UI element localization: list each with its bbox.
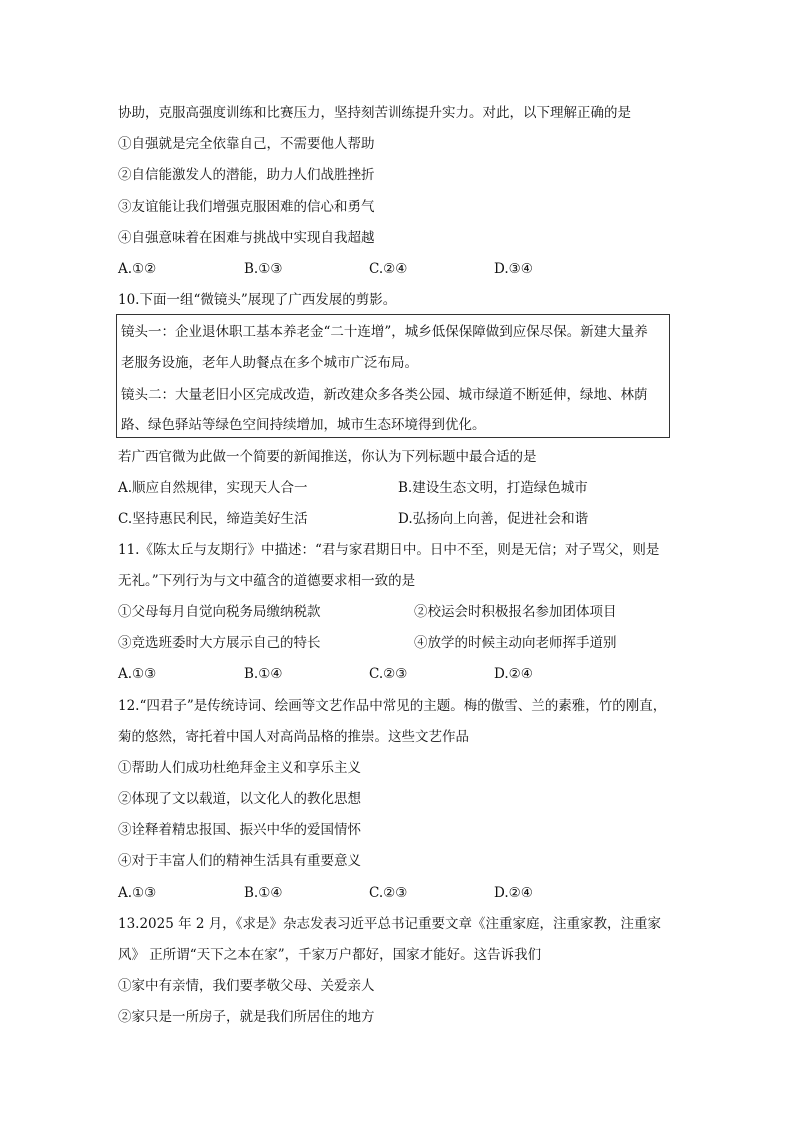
q9-option-b: B.①③ bbox=[244, 261, 283, 277]
q12-option-c: C.②③ bbox=[369, 885, 408, 901]
q11-stem-line-1: 11.《陈太丘与友期行》中描述：“君与家君期日中。日中不至，则是无信；对子骂父，则是 bbox=[118, 542, 660, 558]
q9-option-a: A.①② bbox=[118, 261, 157, 277]
q9-option-d: D.③④ bbox=[494, 261, 533, 277]
q10-box-line-2: 老服务设施，老年人助餐点在多个城市广泛布局。 bbox=[121, 355, 418, 371]
q11-option-d: D.②④ bbox=[494, 666, 533, 682]
q12-option-a: A.①③ bbox=[118, 885, 157, 901]
q9-item-2: ②自信能激发人的潜能，助力人们战胜挫折 bbox=[118, 167, 375, 183]
q10-option-b: B.建设生态文明，打造绿色城市 bbox=[398, 480, 588, 496]
q11-stem-line-2: 无礼。”下列行为与文中蕴含的道德要求相一致的是 bbox=[118, 573, 416, 589]
q11-option-a: A.①③ bbox=[118, 666, 157, 682]
q10-option-d: D.弘扬向上向善，促进社会和谐 bbox=[398, 511, 589, 527]
q11-option-c: C.②③ bbox=[369, 666, 408, 682]
q12-stem-line-1: 12.“四君子”是传统诗词、绘画等文艺作品中常见的主题。梅的傲雪、兰的素雅，竹的刚直， bbox=[118, 698, 667, 714]
q13-item-2: ②家只是一所房子，就是我们所居住的地方 bbox=[118, 1009, 375, 1025]
q11-item-2: ②校运会时积极报名参加团体项目 bbox=[414, 604, 617, 620]
q9-option-c: C.②④ bbox=[369, 261, 408, 277]
q12-item-1: ①帮助人们成功杜绝拜金主义和享乐主义 bbox=[118, 760, 361, 776]
q9-stem-continuation: 协助，克服高强度训练和比赛压力，坚持刻苦训练提升实力。对此，以下理解正确的是 bbox=[118, 105, 631, 121]
q10-box-line-3: 镜头二：大量老旧小区完成改造，新改建众多各类公园、城市绿道不断延伸，绿地、林荫 bbox=[121, 387, 648, 403]
q10-question: 若广西官微为此做一个简要的新闻推送，你认为下列标题中最合适的是 bbox=[118, 449, 537, 465]
q11-option-b: B.①④ bbox=[244, 666, 283, 682]
q9-item-1: ①自强就是完全依靠自己，不需要他人帮助 bbox=[118, 136, 375, 152]
q12-stem-line-2: 菊的悠然，寄托着中国人对高尚品格的推崇。这些文艺作品 bbox=[118, 729, 469, 745]
q10-option-c: C.坚持惠民利民，缔造美好生活 bbox=[118, 511, 308, 527]
q10-option-a: A.顺应自然规律，实现天人合一 bbox=[118, 480, 308, 496]
q12-item-2: ②体现了文以载道，以文化人的教化思想 bbox=[118, 791, 361, 807]
q13-item-1: ①家中有亲情，我们要孝敬父母、关爱亲人 bbox=[118, 978, 375, 994]
q12-option-d: D.②④ bbox=[494, 885, 533, 901]
q9-item-4: ④自强意味着在困难与挑战中实现自我超越 bbox=[118, 230, 375, 246]
q13-stem-line-2: 风》 正所谓“天下之本在家”，千家万户都好，国家才能好。这告诉我们 bbox=[118, 947, 542, 963]
q12-item-4: ④对于丰富人们的精神生活具有重要意义 bbox=[118, 853, 361, 869]
q12-option-b: B.①④ bbox=[244, 885, 283, 901]
q10-box-line-1: 镜头一：企业退休职工基本养老金“二十连增”，城乡低保保障做到应保尽保。新建大量养 bbox=[121, 324, 648, 340]
q10-box-line-4: 路、绿色驿站等绿色空间持续增加，城市生态环境得到优化。 bbox=[121, 417, 486, 433]
q11-item-3: ③竞选班委时大方展示自己的特长 bbox=[118, 635, 321, 651]
q13-stem-line-1: 13.2025 年 2 月，《求是》杂志发表习近平总书记重要文章《注重家庭，注重家教，注重家 bbox=[118, 916, 662, 932]
q11-item-4: ④放学的时候主动向老师挥手道别 bbox=[414, 635, 617, 651]
q9-item-3: ③友谊能让我们增强克服困难的信心和勇气 bbox=[118, 199, 375, 215]
q10-stem: 10.下面一组“微镜头”展现了广西发展的剪影。 bbox=[118, 292, 397, 308]
q11-item-1: ①父母每月自觉向税务局缴纳税款 bbox=[118, 604, 321, 620]
q12-item-3: ③诠释着精忠报国、振兴中华的爱国情怀 bbox=[118, 822, 361, 838]
